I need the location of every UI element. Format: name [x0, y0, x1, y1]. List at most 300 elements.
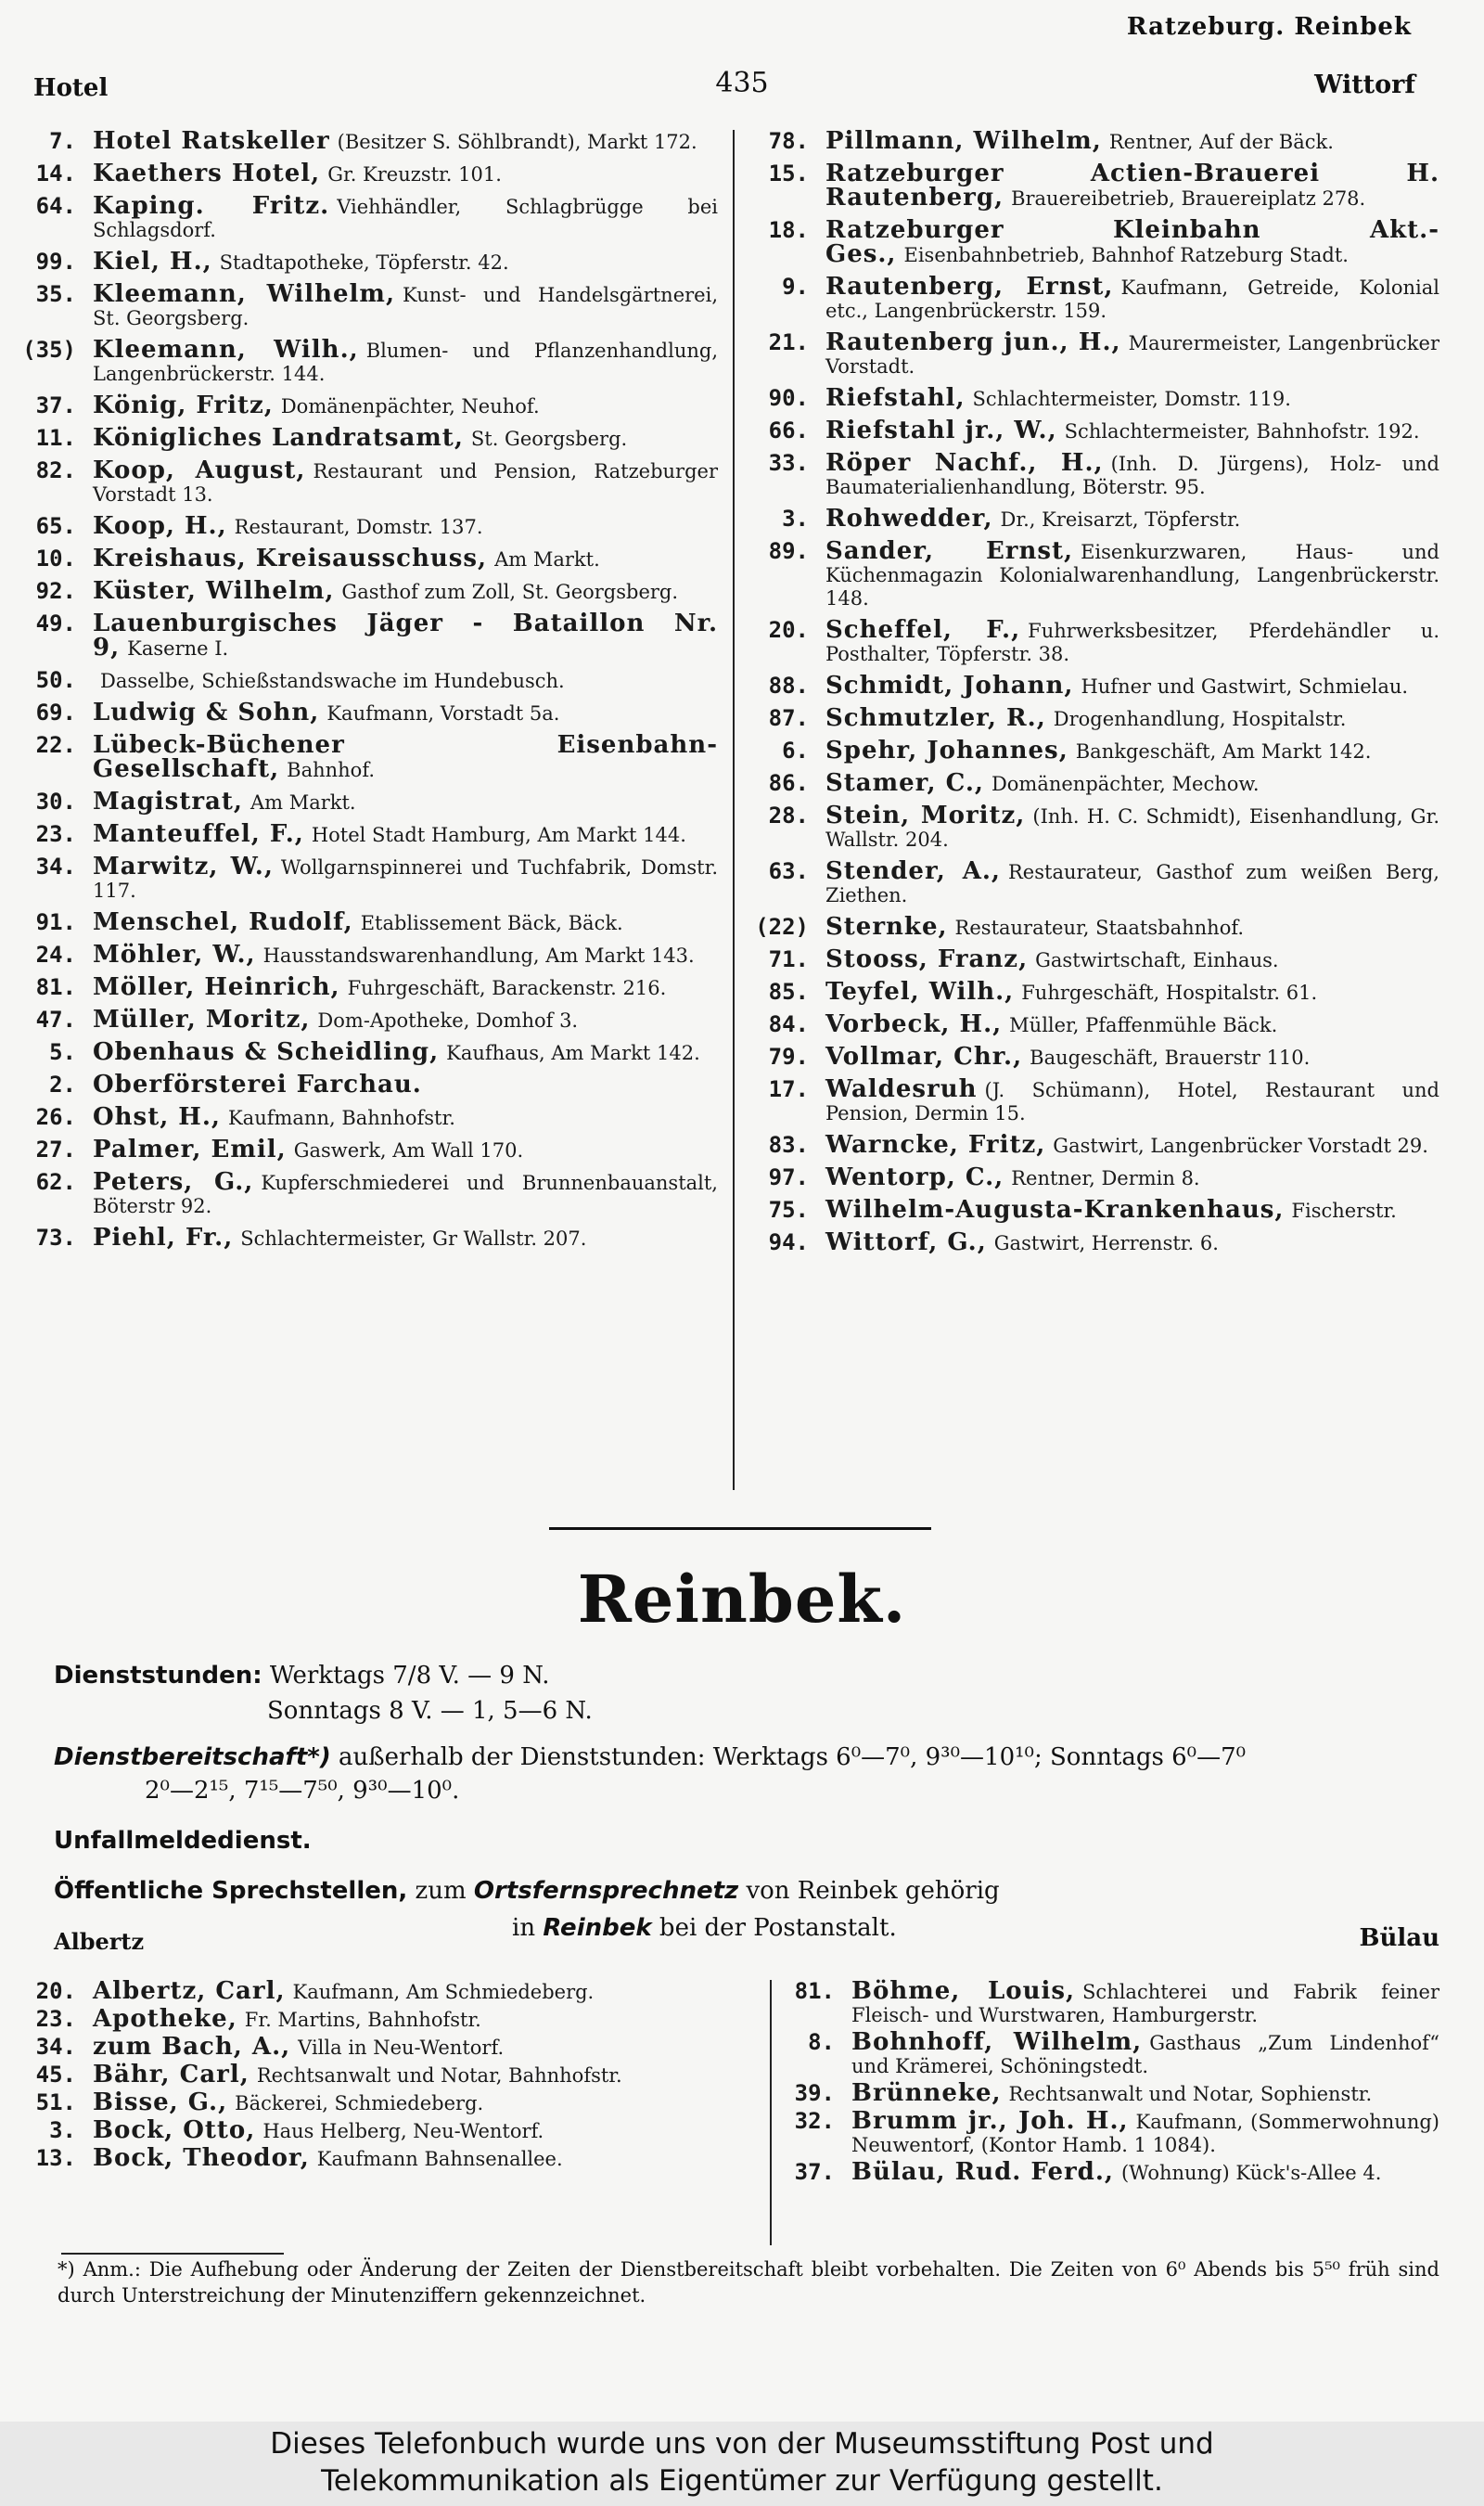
entry-number: 8.: [808, 2029, 835, 2055]
bereitschaft-text2: 2⁰—2¹⁵, 7¹⁵—7⁵⁰, 9³⁰—10⁰.: [145, 1777, 460, 1805]
section-last-entry: Bülau: [1359, 1924, 1439, 1952]
entry-text: [93, 1073, 718, 1098]
entry-name: Magistrat,: [93, 788, 243, 816]
left-column: [20, 127, 719, 1259]
entry-description: (Besitzer S. Söhlbrandt), Markt 172.: [337, 131, 697, 153]
entry-number: 21.: [768, 329, 809, 355]
entry-number: 20.: [35, 1978, 76, 2004]
list-item: [753, 328, 1439, 379]
entry-description: Gasthaus „Zum Lindenhof“ und Krämerei, Schöningstedt.: [851, 2032, 1440, 2077]
entry-description: Bäckerei, Schmiedeberg.: [235, 2092, 484, 2114]
entry-name: Piehl, Fr.,: [93, 1224, 234, 1252]
entry-name: Albertz, Carl,: [93, 1977, 286, 2005]
list-item: [20, 2088, 718, 2116]
entry-text: [93, 2033, 718, 2061]
section-first-entry: Albertz: [54, 1928, 145, 1955]
entry-description: Blumen- und Pflanzenhandlung, Langenbrückerstr. 144.: [93, 340, 718, 385]
entry-number: (22): [755, 914, 809, 940]
list-item: [20, 336, 718, 386]
list-item: [20, 547, 718, 572]
list-item: [20, 2063, 718, 2088]
entry-text: [93, 547, 718, 572]
list-item: [20, 973, 718, 1001]
dienststunden-sunday-line: [267, 1694, 593, 1728]
entry-number: 26.: [35, 1104, 76, 1130]
entry-text: [851, 2158, 1439, 2186]
entry-text: [851, 2107, 1439, 2157]
credit-line-2: Telekommunikation als Eigentümer zur Verfügung gestellt.: [321, 2464, 1163, 2498]
list-item: [20, 908, 718, 936]
entry-number: 78.: [768, 128, 809, 154]
entry-number: 33.: [768, 450, 809, 476]
entry-number: 24.: [35, 942, 76, 968]
list-item: [20, 1038, 718, 1066]
entry-description: Gastwirt, Langenbrücker Vorstadt 29.: [1053, 1135, 1428, 1157]
entry-name: Hotel Ratskeller: [93, 127, 330, 155]
entry-number: 3.: [782, 506, 809, 532]
footnote: *) Anm.: Die Aufhebung oder Änderung der Zeiten der Dienstbereitschaft bleibt vorbehalten. Die Zeiten von 6⁰ Abends bis 5⁵⁰ früh sind durch Unterstreichung der Minutenziffern gekennzeichnet.: [58, 2258, 1439, 2307]
list-item: [20, 731, 718, 783]
entry-text: [825, 273, 1440, 323]
entry-text: [93, 127, 718, 155]
entry-number: 88.: [768, 673, 809, 699]
sprechstellen-line2: [512, 1911, 897, 1945]
entry-description: Schlachtermeister, Gr Wallstr. 207.: [240, 1227, 587, 1250]
list-item: [753, 1010, 1439, 1038]
entry-text: [93, 424, 718, 452]
entry-name: Ludwig & Sohn,: [93, 699, 320, 726]
entry-description: Kaufmann, Getreide, Kolonial etc., Langenbrückerstr. 159.: [825, 276, 1440, 322]
entry-name: Müller, Moritz,: [93, 1006, 311, 1034]
entry-text: [825, 1010, 1439, 1038]
entry-text: [93, 577, 718, 605]
list-item: [20, 248, 718, 276]
entry-number: 39.: [794, 2080, 835, 2106]
entry-text: [93, 394, 718, 418]
list-item: [20, 162, 718, 186]
entry-name: Koop, August,: [93, 456, 306, 484]
entry-name: Apotheke,: [93, 2005, 237, 2033]
entry-number: 87.: [768, 705, 809, 731]
sprech-text1: zum: [415, 1877, 467, 1905]
list-item: [779, 2028, 1440, 2078]
sprech-line2-italic: Reinbek: [543, 1914, 652, 1942]
entry-name: Ratzeburger Kleinbahn Akt.-Ges.,: [825, 216, 1439, 268]
entry-number: 17.: [768, 1076, 809, 1102]
entry-description: Kaufmann, (Sommerwohnung) Neuwentorf, (Kontor Hamb. 1 1084).: [851, 2111, 1439, 2156]
entry-text: [851, 2028, 1440, 2078]
credit-line-1: Dieses Telefonbuch wurde uns von der Museumsstiftung Post und: [270, 2427, 1214, 2461]
list-item: [753, 769, 1439, 797]
entry-description: Gaswerk, Am Wall 170.: [293, 1139, 524, 1162]
bereitschaft-text: außerhalb der Dienststunden: Werktags 6⁰—7⁰, 9³⁰—10¹⁰; Sonntags 6⁰—7⁰: [339, 1743, 1247, 1771]
sprech-italic: Ortsfernsprechnetz: [473, 1877, 739, 1905]
entry-text: [825, 945, 1439, 973]
entry-description: (Wohnung) Kück's-Allee 4.: [1120, 2162, 1382, 2184]
entry-description: Baugeschäft, Brauerstr 110.: [1030, 1047, 1311, 1069]
entry-text: [93, 248, 718, 276]
entry-name: Küster, Wilhelm,: [93, 577, 335, 605]
entry-text: [825, 1075, 1439, 1125]
entry-description: Fischerstr.: [1291, 1200, 1397, 1222]
entry-text: [825, 216, 1439, 268]
entry-name: Menschel, Rudolf,: [93, 908, 353, 936]
right-column: [753, 127, 1440, 1264]
entry-description: Maurermeister, Langenbrücker Vorstadt.: [825, 332, 1439, 378]
entry-name: Palmer, Emil,: [93, 1136, 287, 1163]
entry-name: Stooss, Franz,: [825, 945, 1029, 973]
entry-description: (Inh. H. C. Schmidt), Eisenhandlung, Gr. Wallstr. 204.: [825, 805, 1439, 851]
entry-number: 18.: [768, 217, 809, 243]
entry-number: 23.: [35, 2006, 76, 2032]
list-item: [753, 739, 1439, 764]
entry-name: König, Fritz,: [93, 392, 274, 419]
town-title: Reinbek.: [577, 1561, 907, 1638]
entry-number: 82.: [35, 457, 76, 483]
entry-description: Kaufmann, Am Schmiedeberg.: [292, 1981, 595, 2003]
list-item: [20, 2116, 718, 2144]
entry-text: [93, 1168, 718, 1218]
entry-description: Schlachterei und Fabrik feiner Fleisch- und Wurstwaren, Hamburgerstr.: [851, 1981, 1439, 2026]
entry-text: [93, 669, 718, 693]
entry-number: 75.: [768, 1197, 809, 1223]
entry-number: 89.: [768, 538, 809, 564]
header-places: Ratzeburg. Reinbek: [1126, 13, 1412, 41]
entry-text: [93, 908, 718, 936]
entry-number: 7.: [49, 128, 76, 154]
entry-text: [93, 790, 718, 815]
entry-description: St. Georgsberg.: [470, 428, 628, 450]
entry-name: Ratzeburger Actien-Brauerei H. Rautenberg,: [825, 160, 1439, 212]
entry-description: Bahnhof.: [287, 759, 376, 781]
list-item: [753, 162, 1439, 211]
entry-description: Bankgeschäft, Am Markt 142.: [1075, 740, 1372, 763]
entry-name: zum Bach, A.,: [93, 2033, 291, 2061]
list-item: [753, 672, 1439, 700]
entry-number: 84.: [768, 1011, 809, 1037]
entry-name: Kaping. Fritz.: [93, 192, 330, 220]
entry-text: [93, 456, 718, 507]
entry-description: Hausstandswarenhandlung, Am Markt 143.: [262, 945, 695, 967]
entry-number: 79.: [768, 1044, 809, 1070]
entry-text: [93, 1038, 718, 1066]
entry-name: Warncke, Fritz,: [825, 1131, 1046, 1159]
list-item: [20, 280, 718, 330]
list-item: [779, 2107, 1439, 2157]
entry-description: Domänenpächter, Neuhof.: [280, 395, 540, 418]
entry-text: [93, 731, 718, 783]
entry-name: Rohwedder,: [825, 505, 993, 533]
entry-number: 22.: [35, 732, 76, 758]
entry-name: Stamer, C.,: [825, 769, 984, 797]
entry-name: Lauenburgisches Jäger - Bataillon Nr. 9,: [93, 610, 718, 662]
entry-name: Vorbeck, H.,: [825, 1010, 1003, 1038]
list-item: [753, 978, 1439, 1006]
entry-text: [93, 1977, 718, 2005]
entry-description: Gastwirt, Herrenstr. 6.: [993, 1232, 1219, 1254]
list-item: [20, 424, 718, 452]
entry-description: Kaufmann Bahnsenallee.: [316, 2148, 563, 2170]
list-item: [753, 857, 1439, 907]
entry-text: [93, 1138, 718, 1163]
entry-description: Rechtsanwalt und Notar, Bahnhofstr.: [256, 2064, 622, 2087]
entry-text: [825, 1163, 1439, 1191]
entry-text: [825, 537, 1439, 610]
entry-text: [825, 505, 1439, 533]
entry-description: Rentner, Auf der Bäck.: [1108, 131, 1334, 153]
entry-text: [825, 1228, 1439, 1256]
entry-description: Restaurant, Domstr. 137.: [234, 516, 483, 538]
entry-number: 50.: [35, 667, 76, 693]
entry-description: Restaurateur, Staatsbahnhof.: [954, 917, 1245, 939]
entry-number: 99.: [35, 249, 76, 275]
entry-name: Oberförsterei Farchau.: [93, 1071, 422, 1099]
list-item: [20, 855, 718, 903]
list-item: [20, 577, 718, 605]
entry-name: Koop, H.,: [93, 512, 227, 540]
entry-name: Böhme, Louis,: [851, 1977, 1076, 2005]
entry-description: Dr., Kreisarzt, Töpferstr.: [1000, 508, 1241, 531]
list-item: [20, 192, 719, 242]
entry-description: Drogenhandlung, Hospitalstr.: [1053, 708, 1347, 730]
entry-name: Rautenberg jun., H.,: [825, 328, 1121, 356]
entry-name: Rautenberg, Ernst,: [825, 273, 1114, 301]
entry-description: Kaufmann, Bahnhofstr.: [227, 1107, 455, 1129]
entry-text: [93, 280, 718, 330]
entry-name: Brünneke,: [851, 2079, 1002, 2107]
list-item: [779, 2079, 1439, 2107]
entry-text: [825, 704, 1439, 732]
entry-description: Wollgarnspinnerei und Tuchfabrik, Domstr. 117.: [93, 856, 718, 902]
entry-number: 20.: [768, 617, 809, 643]
entry-name: Waldesruh: [825, 1075, 978, 1103]
entry-name: Lübeck-Büchener Eisenbahn-Gesellschaft,: [93, 731, 718, 783]
entry-name: Brumm jr., Joh. H.,: [851, 2107, 1129, 2135]
dienstbereitschaft: [54, 1741, 1246, 1774]
list-item: [753, 419, 1439, 443]
list-item: [20, 1977, 718, 2005]
list-item: [753, 384, 1439, 412]
entry-name: Schmutzler, R.,: [825, 704, 1046, 732]
entry-description: Fr. Martins, Bahnhofstr.: [244, 2009, 481, 2031]
entry-description: Haus Helberg, Neu-Wentorf.: [262, 2120, 544, 2142]
list-item: [779, 1977, 1439, 2027]
entry-number: 71.: [768, 946, 809, 972]
entry-number: 65.: [35, 513, 76, 539]
reinbek-right-column: [779, 1977, 1440, 2189]
entry-description: Kaufhaus, Am Markt 142.: [446, 1042, 700, 1064]
entry-name: Wittorf, G.,: [825, 1228, 987, 1256]
entry-text: [825, 978, 1439, 1006]
entry-number: 9.: [782, 274, 809, 300]
entry-name: Sternke,: [825, 913, 948, 941]
list-item: [753, 1043, 1439, 1071]
entry-number: 94.: [768, 1229, 809, 1255]
reinbek-column-divider: [770, 1980, 772, 2245]
entry-text: [825, 616, 1439, 666]
entry-description: Fuhrwerksbesitzer, Pferdehändler u. Posthalter, Töpferstr. 38.: [825, 620, 1439, 665]
entry-name: Kaethers Hotel,: [93, 160, 321, 187]
entry-text: [825, 1131, 1439, 1159]
entry-name: Sander, Ernst,: [825, 537, 1074, 565]
entry-text: [93, 162, 718, 186]
entry-name: Bisse, G.,: [93, 2088, 228, 2116]
list-item: [753, 273, 1440, 323]
entry-text: [825, 913, 1439, 941]
footnote-rule: [61, 2253, 284, 2255]
sprech-label: Öffentliche Sprechstellen,: [54, 1877, 408, 1905]
entry-text: [93, 2116, 718, 2144]
entry-name: Scheffel, F.,: [825, 616, 1021, 644]
entry-name: Obenhaus & Scheidling,: [93, 1038, 440, 1066]
entry-description: Brauereibetrieb, Brauereiplatz 278.: [1011, 187, 1366, 210]
entry-name: Bülau, Rud. Ferd.,: [851, 2158, 1114, 2186]
entry-name: Ohst, H.,: [93, 1103, 221, 1131]
entry-name: Stender, A.,: [825, 857, 1001, 885]
entry-name: Schmidt, Johann,: [825, 672, 1074, 700]
entry-number: 35.: [35, 281, 76, 307]
list-item: [753, 1075, 1439, 1125]
dienstbereitschaft-line2: [145, 1774, 459, 1807]
entry-number: 90.: [768, 385, 809, 411]
list-item: [753, 913, 1439, 941]
entry-name: Wentorp, C.,: [825, 1163, 1004, 1191]
entry-number: (35): [22, 337, 76, 363]
entry-text: [93, 2063, 718, 2088]
entry-text: [825, 1043, 1439, 1071]
entry-description: Hufner und Gastwirt, Schmielau.: [1081, 675, 1409, 698]
entry-number: 97.: [768, 1164, 809, 1190]
list-item: [20, 820, 718, 848]
entry-name: Bohnhoff, Wilhelm,: [851, 2028, 1143, 2056]
entry-description: Eisenbahnbetrieb, Bahnhof Ratzeburg Stadt.: [903, 244, 1349, 266]
entry-number: 85.: [768, 979, 809, 1005]
entry-number: 69.: [35, 700, 76, 726]
list-item: [20, 2144, 718, 2172]
entry-number: 66.: [768, 418, 809, 443]
entry-description: Schlachtermeister, Domstr. 119.: [972, 388, 1291, 410]
entry-name: Stein, Moritz,: [825, 802, 1026, 829]
list-item: [753, 505, 1439, 533]
entry-number: 81.: [794, 1978, 835, 2004]
entry-name: Manteuffel, F.,: [93, 820, 304, 848]
entry-name: Bock, Otto,: [93, 2116, 256, 2144]
entry-name: Marwitz, W.,: [93, 853, 274, 880]
entry-description: Am Markt.: [494, 548, 600, 571]
sprech-text2: von Reinbek gehörig: [746, 1877, 1000, 1905]
entry-text: [825, 162, 1439, 211]
entry-number: 62.: [35, 1169, 76, 1195]
entry-name: Riefstahl jr., W.,: [825, 417, 1057, 444]
entry-number: 13.: [35, 2145, 76, 2171]
list-item: [20, 612, 718, 661]
sprech-line2-b: bei der Postanstalt.: [659, 1914, 897, 1942]
list-item: [20, 127, 718, 155]
entry-description: Kupferschmiederei und Brunnenbauanstalt, Böterstr 92.: [93, 1172, 718, 1217]
entry-name: Königliches Landratsamt,: [93, 424, 464, 452]
entry-number: 73.: [35, 1225, 76, 1251]
entry-number: 37.: [35, 392, 76, 418]
entry-text: [93, 192, 719, 242]
page-number: 435: [715, 67, 769, 99]
entry-number: 49.: [35, 610, 76, 636]
entry-description: Restaurateur, Gasthof zum weißen Berg, Ziethen.: [825, 861, 1439, 906]
list-item: [753, 449, 1439, 499]
entry-name: Möller, Heinrich,: [93, 973, 340, 1001]
entry-number: 34.: [35, 854, 76, 880]
entry-name: Bock, Theodor,: [93, 2144, 310, 2172]
entry-number: 30.: [35, 789, 76, 815]
entry-description: Dasselbe, Schießstandswache im Hundebusch.: [100, 670, 565, 692]
list-item: [20, 790, 718, 815]
entry-name: Bähr, Carl,: [93, 2061, 249, 2088]
entry-number: 51.: [35, 2089, 76, 2115]
entry-text: [825, 384, 1439, 412]
entry-description: Dom-Apotheke, Domhof 3.: [317, 1009, 579, 1032]
reinbek-left-column: [20, 1977, 718, 2175]
list-item: [753, 1228, 1439, 1256]
entry-text: [93, 820, 718, 848]
entry-name: Teyfel, Wilh.,: [825, 978, 1015, 1006]
list-item: [20, 1138, 718, 1163]
entry-number: 34.: [35, 2034, 76, 2060]
entry-text: [825, 328, 1439, 379]
entry-description: Kunst- und Handelsgärtnerei, St. Georgsberg.: [93, 284, 718, 329]
entry-text: [93, 336, 718, 386]
entry-description: (Inh. D. Jürgens), Holz- und Baumaterialienhandlung, Böterstr. 95.: [825, 453, 1439, 498]
credit-banner: [0, 2422, 1484, 2506]
entry-text: [93, 1103, 718, 1131]
list-item: [20, 1006, 718, 1034]
list-item: [20, 2033, 718, 2061]
list-item: [753, 537, 1439, 610]
entry-description: Gr. Kreuzstr. 101.: [327, 163, 502, 186]
list-item: [20, 394, 718, 418]
dienststunden: [54, 1659, 550, 1692]
entry-number: 91.: [35, 909, 76, 935]
entry-text: [825, 127, 1439, 155]
entry-text: [825, 857, 1439, 907]
entry-description: Rentner, Dermin 8.: [1011, 1167, 1200, 1189]
entry-description: Kaufmann, Vorstadt 5a.: [326, 702, 560, 725]
dienststunden-weekday: Werktags 7/8 V. — 9 N.: [269, 1662, 550, 1690]
list-item: [20, 1168, 718, 1218]
list-item: [753, 1163, 1439, 1191]
entry-description: Etablissement Bäck, Bäck.: [360, 912, 623, 934]
entry-text: [825, 449, 1439, 499]
list-item: [753, 804, 1439, 852]
entry-name: Pillmann, Wilhelm,: [825, 127, 1102, 155]
list-item: [20, 1224, 718, 1252]
list-item: [20, 456, 718, 507]
entry-number: 14.: [35, 161, 76, 186]
entry-text: [93, 941, 718, 969]
entry-description: Stadtapotheke, Töpferstr. 42.: [219, 251, 509, 274]
entry-name: Kreishaus, Kreisausschuss,: [93, 545, 488, 572]
entry-text: [93, 1006, 718, 1034]
entry-description: Viehhändler, Schlagbrügge bei Schlagsdorf.: [93, 196, 719, 241]
entry-number: 15.: [768, 161, 809, 186]
entry-number: 63.: [768, 858, 809, 884]
entry-name: Wilhelm-Augusta-Krankenhaus,: [825, 1196, 1285, 1224]
list-item: [20, 2005, 718, 2033]
column-divider: [733, 130, 735, 1490]
entry-number: 11.: [35, 425, 76, 451]
entry-number: 27.: [35, 1137, 76, 1163]
bereitschaft-label: Dienstbereitschaft*): [54, 1743, 331, 1771]
entry-text: [93, 855, 718, 903]
entry-text: [93, 701, 718, 726]
